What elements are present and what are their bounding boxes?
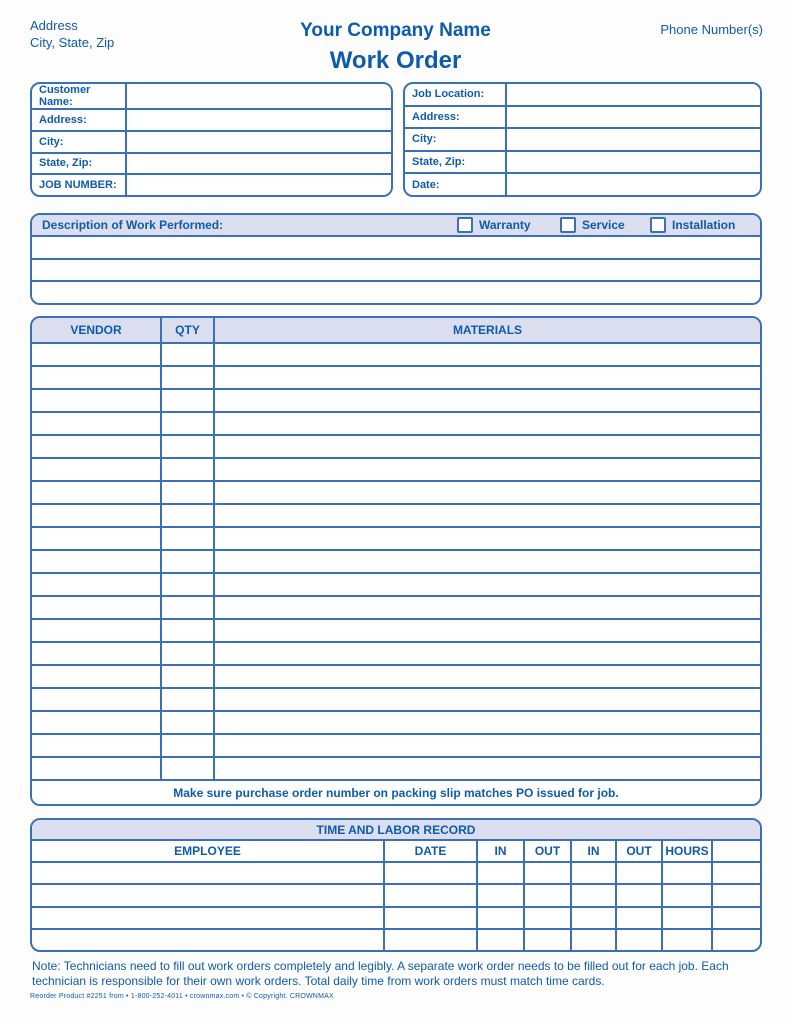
materials-row xyxy=(32,574,760,597)
materials-cell[interactable] xyxy=(32,620,162,641)
field-value-input[interactable] xyxy=(507,129,760,150)
materials-row xyxy=(32,643,760,666)
time-labor-cell[interactable] xyxy=(525,930,572,950)
form-field-row xyxy=(32,84,391,110)
time-labor-cell[interactable] xyxy=(663,908,713,928)
materials-row xyxy=(32,459,760,482)
materials-table xyxy=(30,316,762,806)
materials-cell[interactable] xyxy=(215,528,760,549)
form-field-row xyxy=(32,175,391,195)
materials-cell[interactable] xyxy=(32,643,162,664)
company-address-line1: Address xyxy=(30,18,78,33)
description-blank-rows xyxy=(32,237,760,303)
time-labor-cell[interactable] xyxy=(617,863,663,883)
time-labor-cell[interactable] xyxy=(617,908,663,928)
time-labor-cell[interactable] xyxy=(663,863,713,883)
time-labor-cell[interactable] xyxy=(663,885,713,905)
materials-cell[interactable] xyxy=(162,643,215,664)
description-header-band xyxy=(32,215,760,237)
time-labor-cell[interactable] xyxy=(478,930,525,950)
materials-row xyxy=(32,551,760,574)
time-labor-cell[interactable] xyxy=(32,930,385,950)
materials-row xyxy=(32,436,760,459)
installation-checkbox[interactable] xyxy=(650,217,666,233)
materials-cell[interactable] xyxy=(32,597,162,618)
materials-cell[interactable] xyxy=(215,643,760,664)
time-labor-table xyxy=(30,818,762,952)
materials-cell[interactable] xyxy=(32,758,162,779)
time-labor-row xyxy=(32,885,760,907)
materials-row xyxy=(32,689,760,712)
description-blank-line[interactable] xyxy=(32,237,760,260)
materials-cell[interactable] xyxy=(162,689,215,710)
time-labor-cell[interactable] xyxy=(32,885,385,905)
materials-cell[interactable] xyxy=(32,436,162,457)
materials-row xyxy=(32,620,760,643)
checkbox-item-warranty xyxy=(457,217,531,233)
form-field-row xyxy=(32,132,391,154)
field-value-input[interactable] xyxy=(127,154,391,174)
time-labor-cell[interactable] xyxy=(713,908,760,928)
materials-row xyxy=(32,712,760,735)
checkbox-item-installation xyxy=(650,217,735,233)
materials-cell[interactable] xyxy=(215,758,760,779)
materials-cell[interactable] xyxy=(32,367,162,388)
materials-cell[interactable] xyxy=(215,574,760,595)
materials-cell[interactable] xyxy=(162,344,215,365)
materials-cell[interactable] xyxy=(215,459,760,480)
materials-cell[interactable] xyxy=(162,712,215,733)
materials-cell[interactable] xyxy=(32,666,162,687)
materials-cell[interactable] xyxy=(215,413,760,434)
time-labor-title: TIME AND LABOR RECORD xyxy=(316,822,476,837)
field-value-input[interactable] xyxy=(127,132,391,152)
field-value-input[interactable] xyxy=(507,152,760,173)
materials-cell[interactable] xyxy=(215,551,760,572)
materials-cell[interactable] xyxy=(162,735,215,756)
materials-cell[interactable] xyxy=(215,505,760,526)
description-blank-line[interactable] xyxy=(32,282,760,303)
materials-cell[interactable] xyxy=(162,528,215,549)
materials-cell[interactable] xyxy=(32,528,162,549)
time-labor-cell[interactable] xyxy=(572,885,617,905)
field-value-input[interactable] xyxy=(127,84,391,108)
time-labor-column-header: IN xyxy=(478,841,525,861)
technician-note: Note: Technicians need to fill out work orders completely and legibly. A separate work order needs to be filled out for each job. Each technician is responsible for their own work orders. Total daily time from work orders must match time cards. xyxy=(32,959,729,988)
materials-cell[interactable] xyxy=(215,367,760,388)
time-labor-body xyxy=(32,863,760,950)
materials-cell[interactable] xyxy=(32,459,162,480)
description-of-work-section xyxy=(30,213,762,305)
checkbox-label: Installation xyxy=(672,218,736,232)
time-labor-row xyxy=(32,908,760,930)
materials-cell[interactable] xyxy=(162,758,215,779)
checkbox-item-service xyxy=(560,217,625,233)
checkbox-label: Warranty xyxy=(479,218,531,232)
materials-row xyxy=(32,390,760,413)
materials-cell[interactable] xyxy=(32,551,162,572)
field-label: Customer Name: xyxy=(32,84,127,108)
field-value-input[interactable] xyxy=(507,84,760,105)
form-field-row xyxy=(405,152,760,175)
materials-row xyxy=(32,413,760,436)
materials-cell[interactable] xyxy=(32,344,162,365)
time-labor-cell[interactable] xyxy=(572,908,617,928)
materials-cell[interactable] xyxy=(162,390,215,411)
materials-cell[interactable] xyxy=(215,689,760,710)
time-labor-cell[interactable] xyxy=(32,908,385,928)
materials-cell[interactable] xyxy=(32,482,162,503)
materials-cell[interactable] xyxy=(32,413,162,434)
materials-cell[interactable] xyxy=(162,459,215,480)
company-address-line2: City, State, Zip xyxy=(30,35,115,50)
materials-row xyxy=(32,735,760,758)
time-labor-column-header: OUT xyxy=(617,841,663,861)
materials-cell[interactable] xyxy=(162,367,215,388)
materials-row xyxy=(32,344,760,367)
job-location-box xyxy=(403,82,762,197)
materials-cell[interactable] xyxy=(162,666,215,687)
time-labor-cell[interactable] xyxy=(525,885,572,905)
materials-column-header: VENDOR xyxy=(32,318,162,342)
time-labor-column-header: DATE xyxy=(385,841,478,861)
service-checkbox[interactable] xyxy=(560,217,576,233)
materials-cell[interactable] xyxy=(162,620,215,641)
form-field-row xyxy=(32,154,391,176)
materials-row xyxy=(32,528,760,551)
time-labor-cell[interactable] xyxy=(572,863,617,883)
time-labor-header-row xyxy=(32,841,760,863)
time-labor-cell[interactable] xyxy=(617,885,663,905)
form-field-row xyxy=(405,174,760,195)
time-labor-cell[interactable] xyxy=(32,863,385,883)
materials-cell[interactable] xyxy=(215,735,760,756)
materials-cell[interactable] xyxy=(215,712,760,733)
company-phone: Phone Number(s) xyxy=(660,22,763,37)
field-label: Address: xyxy=(32,110,127,130)
field-label: City: xyxy=(405,129,507,150)
company-name: Your Company Name xyxy=(300,20,491,41)
materials-cell[interactable] xyxy=(32,574,162,595)
time-labor-cell[interactable] xyxy=(478,863,525,883)
materials-cell[interactable] xyxy=(162,482,215,503)
form-field-row xyxy=(405,84,760,107)
materials-cell[interactable] xyxy=(215,482,760,503)
materials-cell[interactable] xyxy=(162,505,215,526)
time-labor-column-header: HOURS xyxy=(663,841,713,861)
time-labor-cell[interactable] xyxy=(617,930,663,950)
time-labor-column-header: IN xyxy=(572,841,617,861)
checkbox-label: Service xyxy=(582,218,625,232)
time-labor-cell[interactable] xyxy=(713,885,760,905)
field-label: State, Zip: xyxy=(32,154,127,174)
materials-cell[interactable] xyxy=(32,390,162,411)
time-labor-cell[interactable] xyxy=(525,908,572,928)
field-value-input[interactable] xyxy=(127,175,391,195)
form-field-row xyxy=(405,129,760,152)
description-title: Description of Work Performed: xyxy=(42,218,224,232)
time-labor-cell[interactable] xyxy=(478,885,525,905)
time-labor-column-header-blank xyxy=(713,841,760,861)
materials-cell[interactable] xyxy=(215,666,760,687)
warranty-checkbox[interactable] xyxy=(457,217,473,233)
customer-info-box xyxy=(30,82,393,197)
field-label: JOB NUMBER: xyxy=(32,175,127,195)
materials-row xyxy=(32,505,760,528)
materials-row xyxy=(32,666,760,689)
materials-cell[interactable] xyxy=(162,413,215,434)
materials-body xyxy=(32,344,760,781)
materials-cell[interactable] xyxy=(162,551,215,572)
form-field-row xyxy=(405,107,760,130)
time-labor-row xyxy=(32,930,760,950)
time-labor-cell[interactable] xyxy=(385,908,478,928)
materials-cell[interactable] xyxy=(215,620,760,641)
materials-cell[interactable] xyxy=(32,689,162,710)
time-labor-column-header: OUT xyxy=(525,841,572,861)
description-blank-line[interactable] xyxy=(32,260,760,283)
materials-cell[interactable] xyxy=(32,735,162,756)
materials-column-header: MATERIALS xyxy=(452,323,523,337)
materials-footer-note: Make sure purchase order number on packing slip matches PO issued for job. xyxy=(32,781,760,804)
field-value-input[interactable] xyxy=(507,107,760,128)
materials-cell[interactable] xyxy=(162,436,215,457)
materials-cell[interactable] xyxy=(32,712,162,733)
field-label: Date: xyxy=(405,174,507,195)
time-labor-cell[interactable] xyxy=(385,863,478,883)
field-label: Job Location: xyxy=(405,84,507,105)
time-labor-cell[interactable] xyxy=(525,863,572,883)
materials-cell[interactable] xyxy=(215,390,760,411)
materials-cell[interactable] xyxy=(162,574,215,595)
materials-cell[interactable] xyxy=(32,505,162,526)
field-label: Address: xyxy=(405,107,507,128)
materials-cell[interactable] xyxy=(215,597,760,618)
materials-row xyxy=(32,482,760,505)
time-labor-cell[interactable] xyxy=(385,930,478,950)
field-value-input[interactable] xyxy=(507,174,760,195)
materials-cell[interactable] xyxy=(162,597,215,618)
time-labor-cell[interactable] xyxy=(713,930,760,950)
materials-column-header: QTY xyxy=(162,318,215,342)
materials-cell[interactable] xyxy=(215,344,760,365)
form-title: Work Order xyxy=(329,47,462,74)
time-labor-column-header: EMPLOYEE xyxy=(32,841,385,861)
form-field-row xyxy=(32,110,391,132)
field-value-input[interactable] xyxy=(127,110,391,130)
time-labor-cell[interactable] xyxy=(663,930,713,950)
time-labor-cell[interactable] xyxy=(713,863,760,883)
field-label: State, Zip: xyxy=(405,152,507,173)
materials-cell[interactable] xyxy=(215,436,760,457)
materials-header-row xyxy=(32,318,760,344)
time-labor-cell[interactable] xyxy=(385,885,478,905)
materials-row xyxy=(32,597,760,620)
materials-row xyxy=(32,758,760,781)
time-labor-row xyxy=(32,863,760,885)
field-label: City: xyxy=(32,132,127,152)
reorder-footer: Reorder Product #2251 from • 1-800-252-4011 • crownmax.com • © Copyright. CROWNMAX xyxy=(30,993,334,1000)
time-labor-cell[interactable] xyxy=(478,908,525,928)
time-labor-cell[interactable] xyxy=(572,930,617,950)
materials-row xyxy=(32,367,760,390)
time-labor-title-band xyxy=(32,820,760,841)
